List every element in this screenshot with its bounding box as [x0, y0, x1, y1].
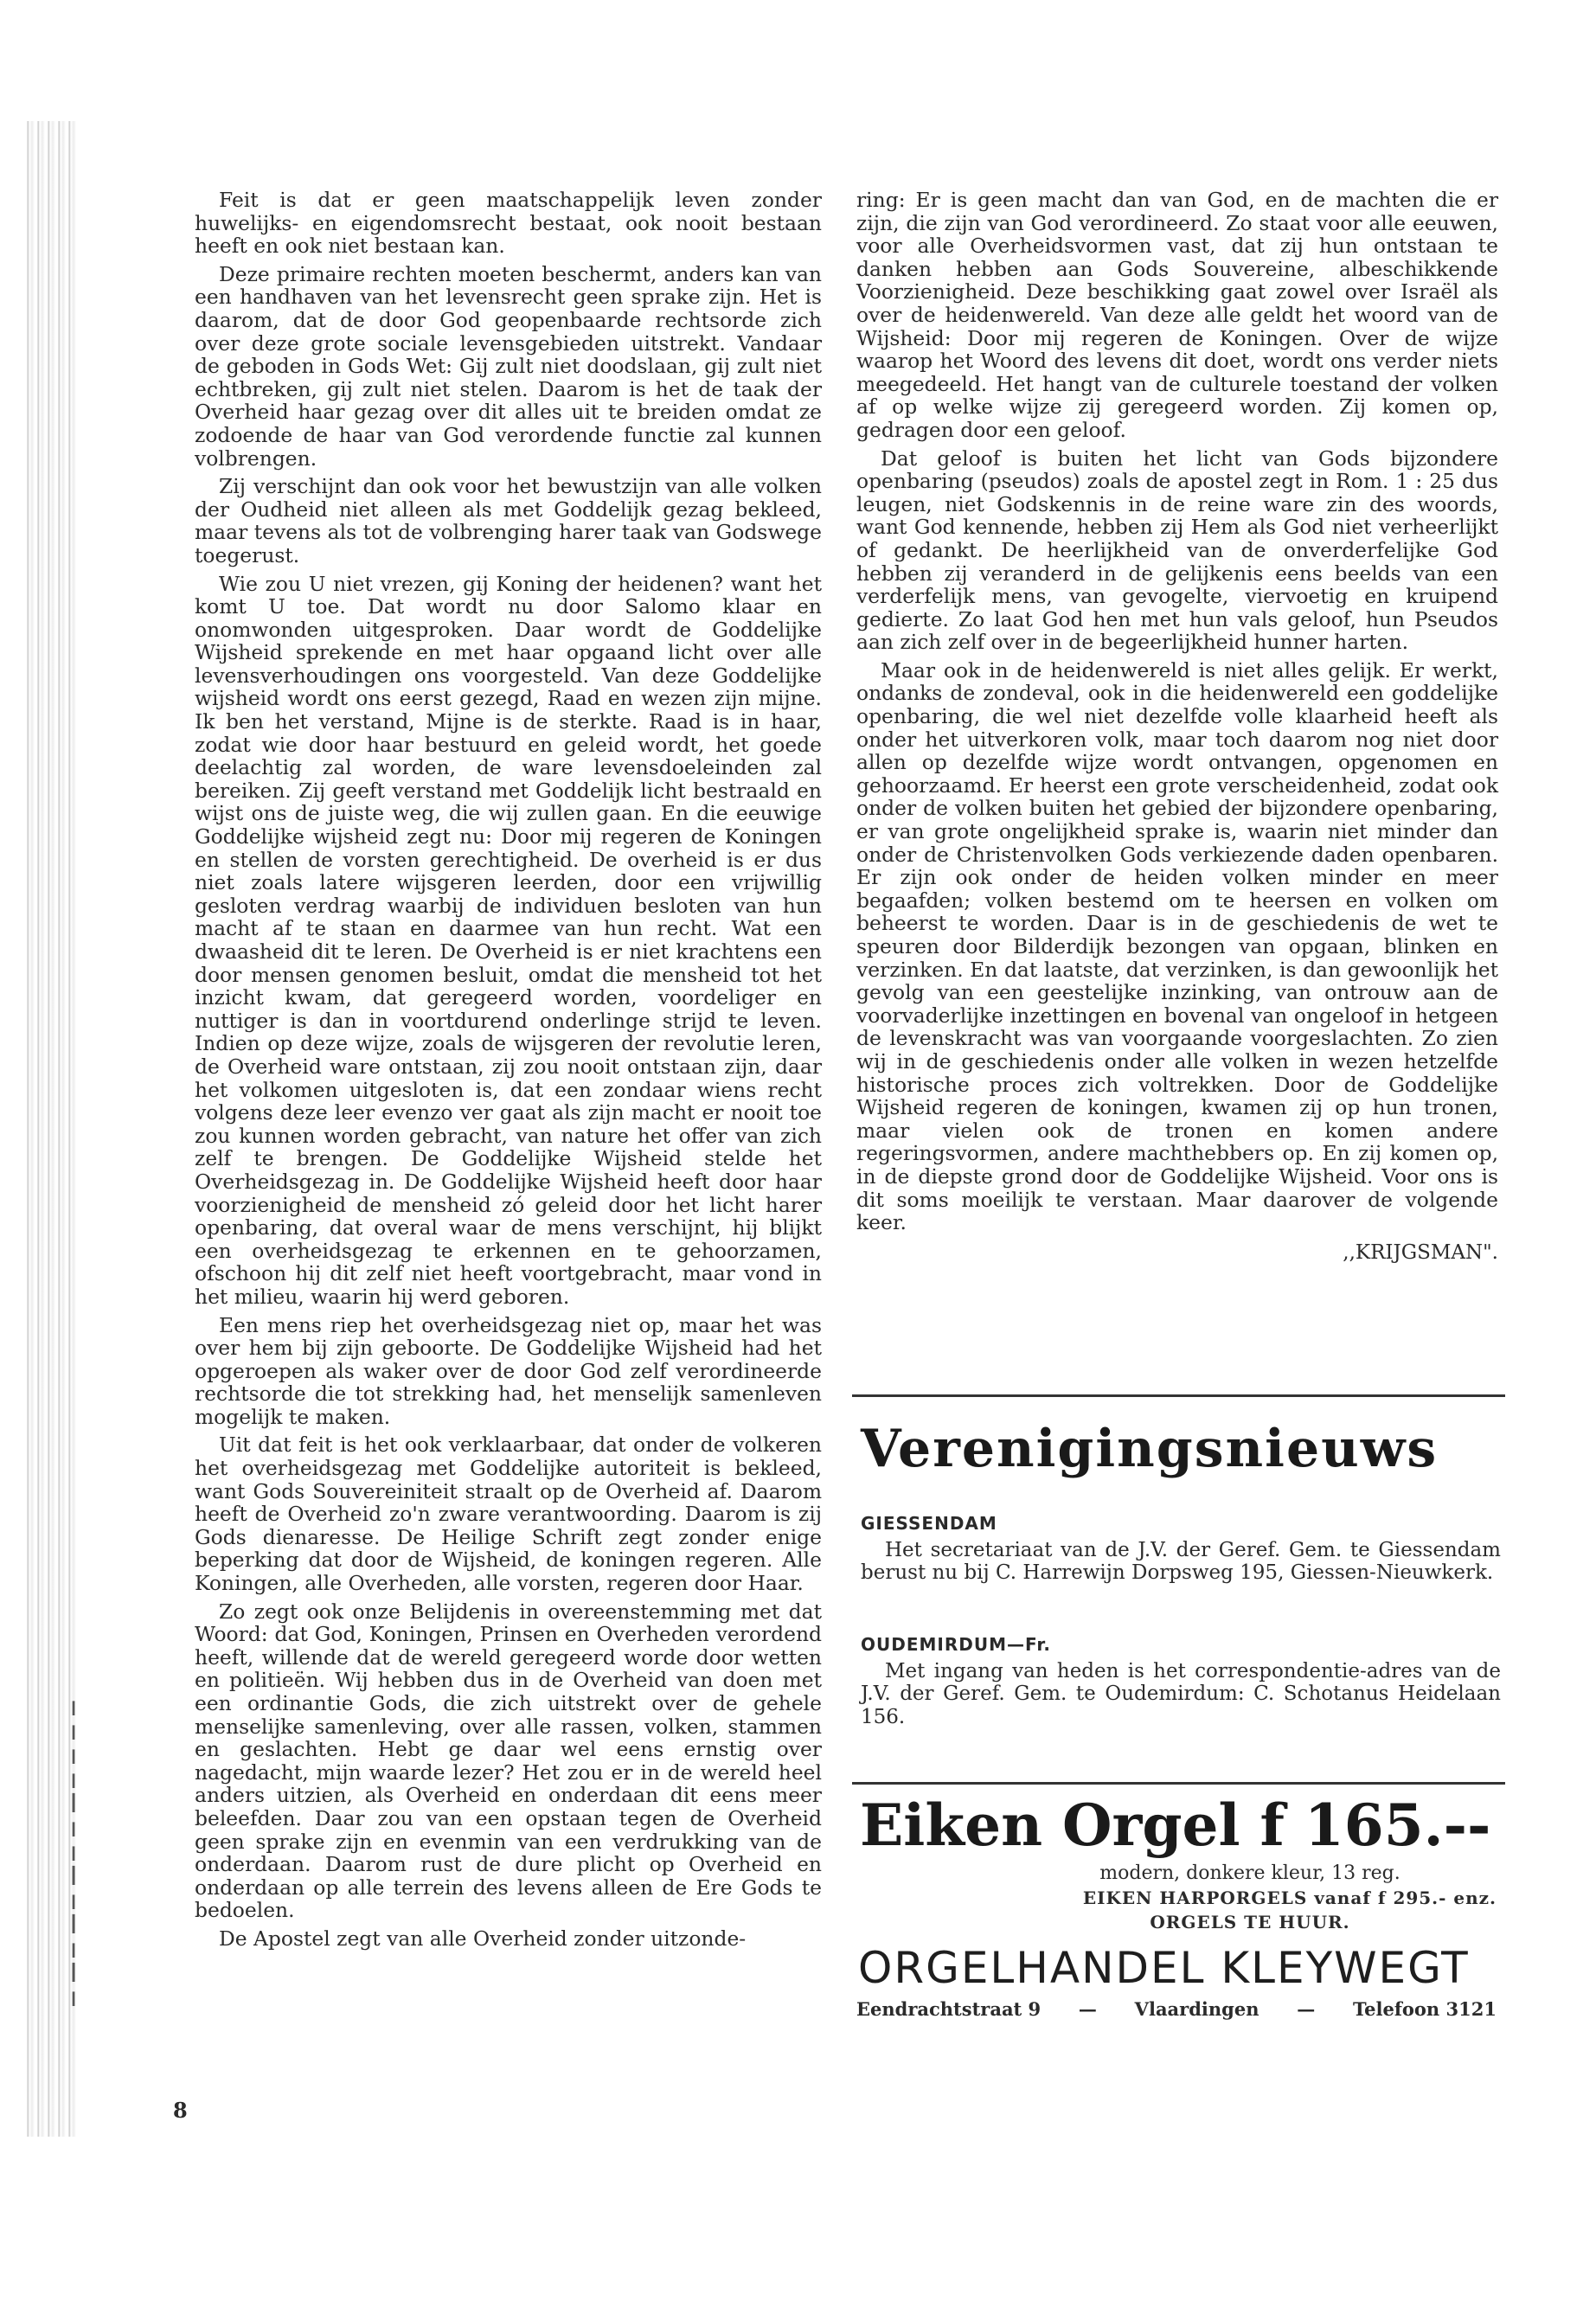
- news-section-title: Verenigingsnieuws: [861, 1419, 1439, 1479]
- news-item: [861, 1633, 1501, 1728]
- ad-company-name: ORGELHANDEL KLEYWEGT: [858, 1943, 1470, 1993]
- ad-line: EIKEN HARPORGELS vanaf f 295.- enz.: [1082, 1888, 1497, 1908]
- ad-divider: [852, 1782, 1505, 1785]
- article-paragraph: Dat geloof is buiten het licht van Gods bijzondere openbaring (pseudos) zoals de apostel zegt in Rom. 1 : 25 dus leugen, niet Godskennis in de reine ware zin des woords, want God kennende, hebben zij Hem als God niet verheerlijkt of gedankt. De heerlijkheid van de onverderfelijke God hebben zij veranderd in de gelijkenis eens beelds van een verderfelijk mens, van gevogelte, viervoetig en kruipend gedierte. Zo laat God hen met hun vals geloof, hun Pseudos aan zich zelf over in de begeerlijkheid hunner harten.: [856, 445, 1498, 655]
- news-item-text: Met ingang van heden is het correspondentie-adres van de J.V. der Geref. Gem. te Oudemirdum: C. Schotanus Heidelaan 156.: [861, 1659, 1501, 1728]
- article-left-column: [195, 189, 822, 1956]
- article-paragraph: Deze primaire rechten moeten beschermt, anders kan van een handhaven van het levensrecht geen sprake zijn. Het is daarom, dat de door God geopenbaarde rechtsorde zich over deze grote sociale levensgebieden uitstrekt. Vandaar de geboden in Gods Wet: Gij zult niet doodslaan, gij zult niet echtbreken, gij zult niet stelen. Daarom is het de taak der Overheid haar gezag over dit alles uit te breiden omdat ze zodoende de haar van God verordende functie zal kunnen volbrengen.: [195, 261, 822, 471]
- ad-city: Vlaardingen: [1134, 1998, 1259, 2020]
- news-item-place: OUDEMIRDUM—Fr.: [861, 1634, 1051, 1655]
- article-paragraph: Maar ook in de heidenwereld is niet alles gelijk. Er werkt, ondanks de zondeval, ook in die heidenwereld een goddelijke openbaring, die wel niet dezelfde volle klaarheid heeft als onder het uitverkoren volk, maar toch daarom nog niet door allen op dezelfde wijze wordt ontvangen, opgenomen en gehoorzaamd. Er heerst een grote verscheidenheid, zodat ook onder de volken buiten het gebied der bijzondere openbaring, er van grote ongelijkheid sprake is, waarin niet minder dan onder de Christenvolken Gods verkiezende daden openbaren. Er zijn ook onder de heiden volken minder en meer begaafden; volken bestemd om te heersen en volken om beheerst te worden. Daar is in de geschiedenis de wet te speuren door Bilderdijk bezongen van opgaan, blinken en verzinken. En dat laatste, dat verzinken, is dan gewoonlijk het gevolg van een geestelijke inzinking, van ontrouw aan de voorvaderlijke inzettingen en bovenal van ongeloof in hetgeen de levenskracht was van voorgaande voorgeslachten. Zo zien wij in de geschiedenis onder alle volken in wezen hetzelfde historische proces zich voltrekken. Door de Goddelijke Wijsheid regeren de koningen, kwamen zij op hun tronen, maar vielen ook de tronen en komen andere regeringsvormen, andere machthebbers op. En zij komen op, in de diepste grond door de Goddelijke Wijsheid. Voor ons is dit soms moeilijk te verstaan. Maar daarover de volgende keer.: [856, 657, 1498, 1235]
- ad-phone: Telefoon 3121: [1352, 1998, 1497, 2020]
- article-paragraph: ring: Er is geen macht dan van God, en de machten die er zijn, die zijn van God verordineerd. Zo staat voor alle eeuwen, voor alle Overheidsvormen vast, dat zij hun ontstaan te danken hebben aan Gods Souvereine, albeschikkende Voorzienigheid. Deze beschikking gaat zowel over Israël als over de heidenwereld. Van deze alle geldt het woord van de Wijsheid: Door mij regeren de Koningen. Over de wijze waarop het Woord des levens dit doet, wordt ons verder niets meegedeeld. Het hangt van de culturele toestand der volken af op welke wijze zij geregeerd worden. Zij komen op, gedragen door een geloof.: [856, 188, 1498, 442]
- news-item-text: Het secretariaat van de J.V. der Geref. Gem. te Giessendam berust nu bij C. Harrewijn Dorpsweg 195, Giessen-Nieuwkerk.: [861, 1538, 1501, 1585]
- news-item: [861, 1512, 1501, 1585]
- article-signature: ,,KRIJGSMAN".: [1343, 1240, 1498, 1264]
- article-paragraph: De Apostel zegt van alle Overheid zonder uitzonde-: [219, 1926, 747, 1951]
- ad-headline: Eiken Orgel f 165.--: [860, 1791, 1491, 1859]
- article-paragraph: Feit is dat er geen maatschappelijk leven zonder huwelijks- en eigendomsrecht bestaat, ook nooit bestaan heeft en ook niet bestaan kan.: [195, 188, 822, 259]
- article-paragraph: Zo zegt ook onze Belijdenis in overeenstemming met dat Woord: dat God, Koningen, Prinsen en Overheden verordend heeft, willende dat de wereld geregeerd worde door wetten en politieën. Wij hebben dus in de Overheid van doen met een ordinantie Gods, die zich uitstrekt over de gehele menselijke samenleving, over alle rassen, volken, stammen en geslachten. Hebt ge daar wel eens ernstig over nagedacht, mijn waarde lezer? Het zou er in de wereld heel anders uitzien, als Overheid en onderdaan dit eens meer beleefden. Daar zou van een opstaan tegen de Overheid geen sprake zijn en evenmin van een verdrukking van de onderdaan. Daarom rust de dure plicht op Overheid en onderdaan op alle terrein des levens alleen de Ere Gods te bedoelen.: [195, 1599, 822, 1923]
- ad-address: Eendrachtstraat 9: [856, 1998, 1042, 2020]
- page-number: 8: [173, 2098, 188, 2123]
- ad-line: ORGELS TE HUUR.: [1150, 1912, 1350, 1932]
- article-paragraph: Wie zou U niet vrezen, gij Koning der heidenen? want het komt U toe. Dat wordt nu door Salomo klaar en onomwonden uitgesproken. Daar wordt de Goddelijke Wijsheid sprekende en met haar opgaand licht over alle levensverhoudingen ons voorgesteld. Van deze Goddelijke wijsheid wordt ons eerst gezegd, Raad en wezen zijn mijne. Ik ben het verstand, Mijne is de sterkte. Raad is in haar, zodat wie door haar bestuurd en geleid wordt, het goede deelachtig zal worden, de ware levensdoeleinden zal bereiken. Zij geeft verstand met Goddelijk licht bestraald en wijst ons de juiste weg, die wij zullen gaan. En die eeuwige Goddelijke wijsheid zegt nu: Door mij regeren de Koningen en stellen de vorsten gerechtigheid. De overheid is er dus niet zoals latere wijsgeren leerden, door een vrijwillig gesloten verdrag waarbij de individuen besloten van hun macht af te staan en daarmee van hun recht. Wat een dwaasheid dit te leren. De Overheid is er niet krachtens een door mensen genomen besluit, omdat die mensheid tot het inzicht kwam, dat geregeerd worden, voordeliger en nuttiger is dan in voortdurend onderlinge strijd te leven. Indien op deze wijze, zoals de wijsgeren der revolutie leren, de Overheid ware ontstaan, zij zou nooit ontstaan zijn, daar het volkomen uitgesloten is, dat een zondaar wiens recht volgens deze leer evenzo ver gaat als zijn macht er nooit toe zou kunnen worden gebracht, van nature het offer van zich zelf te brengen. De Goddelijke Wijsheid stelde het Overheidsgezag in. De Goddelijke Wijsheid heeft door haar voorzienigheid de mensheid zó geleid door het licht harer openbaring, dat overal waar de mens verschijnt, hij blijkt een overheidsgezag te erkennen en te gehoorzamen, ofschoon hij dit zelf niet heeft voortgebracht, maar vond in het milieu, waarin hij werd geboren.: [195, 571, 822, 1309]
- article-paragraph: Zij verschijnt dan ook voor het bewustzijn van alle volken der Oudheid niet alleen als met Goddelijk gezag bekleed, maar tevens als tot de volbrenging harer taak van Godswege toegerust.: [195, 474, 822, 567]
- news-item-place: GIESSENDAM: [861, 1513, 997, 1534]
- ad-line: modern, donkere kleur, 13 reg.: [1099, 1862, 1401, 1884]
- article-right-column: [856, 189, 1498, 1264]
- ad-separator: —: [1078, 1998, 1097, 2020]
- ad-separator: —: [1297, 1998, 1316, 2020]
- binding-marks: ı ı ı ı I ı ı I ı I ı I ı: [69, 1692, 78, 2013]
- article-paragraph: Een mens riep het overheidsgezag niet op, maar het was over hem bij zijn geboorte. De Goddelijke Wijsheid had het opgeroepen als waker over de door God zelf verordineerde rechtsorde die tot strekking had, het menselijk samenleven mogelijk te maken.: [195, 1312, 822, 1429]
- article-paragraph: Uit dat feit is het ook verklaarbaar, dat onder de volkeren het overheidsgezag met Goddelijke autoriteit is bekleed, want Gods Souvereiniteit straalt op de Overheid af. Daarom heeft de Overheid zo'n zware verantwoording. Daarom is zij Gods dienaresse. De Heilige Schrift zegt zonder enige beperking dat door de Wijsheid, de koningen regeren. Alle Koningen, alle Overheden, alle vorsten, regeren door Haar.: [195, 1433, 822, 1596]
- ad-address-line: [856, 1997, 1497, 2022]
- section-divider: [852, 1394, 1505, 1397]
- organ-advertisement: [856, 1789, 1505, 2022]
